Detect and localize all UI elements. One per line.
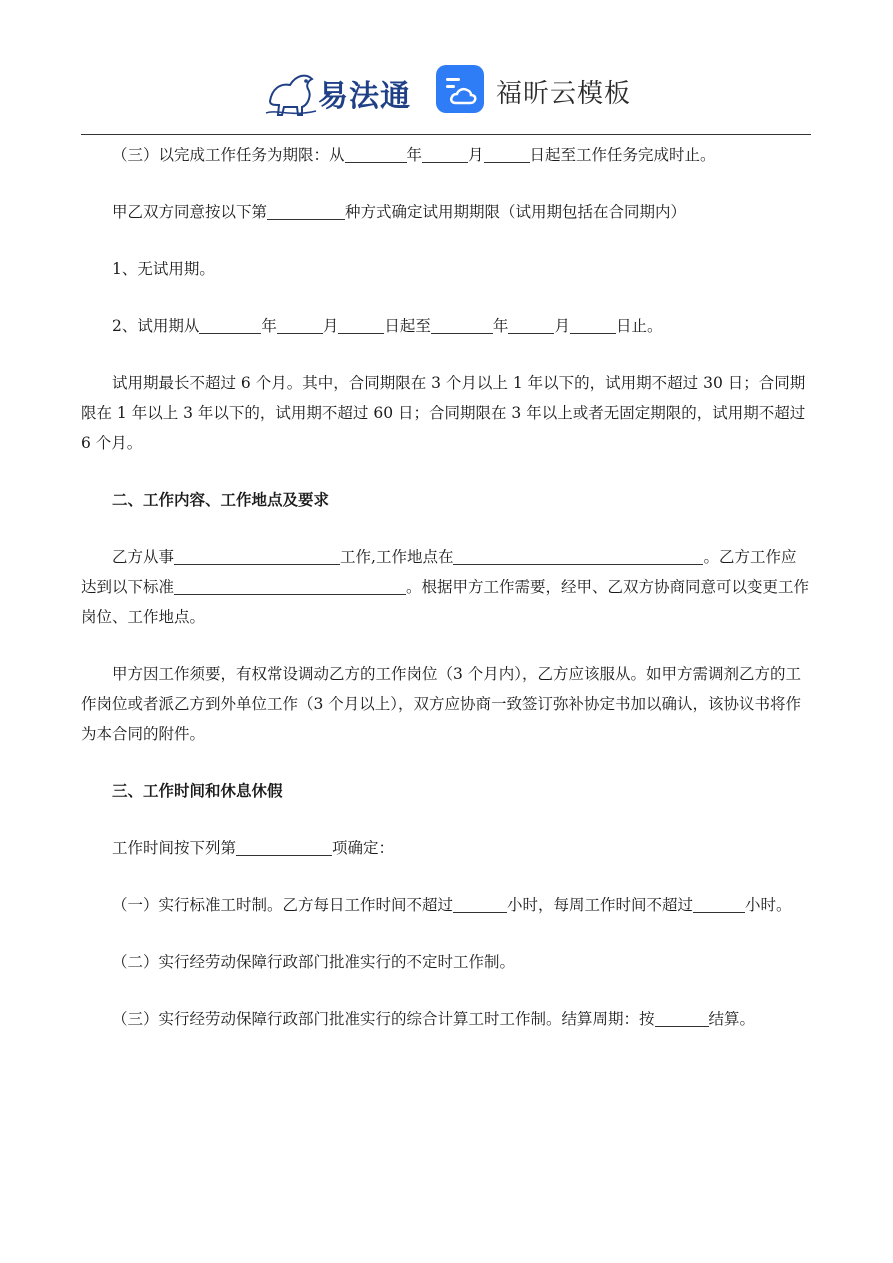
no-probation: 1、无试用期。 xyxy=(112,260,215,278)
year-blank[interactable] xyxy=(199,315,261,334)
text: 日起至 xyxy=(384,317,431,335)
month-blank[interactable] xyxy=(508,315,554,334)
text: 2、试用期从 xyxy=(112,317,200,335)
text: 日止。 xyxy=(615,317,663,335)
text: （三）以完成工作任务为期限：从 xyxy=(112,146,345,164)
location-blank[interactable] xyxy=(453,546,703,565)
day-blank[interactable] xyxy=(484,144,530,163)
work-hours-option xyxy=(81,833,811,863)
probation-period xyxy=(81,311,811,341)
year-blank[interactable] xyxy=(431,315,493,334)
text: （一）实行标准工时制。乙方每日工作时间不超过 xyxy=(112,896,454,914)
fuxin-cloud-icon xyxy=(436,65,484,113)
month-blank[interactable] xyxy=(277,315,323,334)
text: 结算。 xyxy=(708,1010,756,1028)
probation-method xyxy=(81,197,811,227)
job-transfer: 甲方因工作须要，有权常设调动乙方的工作岗位（3 个月内），乙方应该服从。如甲方需调剂乙方的工作岗位或者派乙方到外单位工作（3 个月以上），双方应协商一致签订弥补协定书加以确认，该协议书将作为本合同的附件。 xyxy=(81,665,802,743)
text: 小时，每周工作时间不超过 xyxy=(507,896,694,914)
document-body xyxy=(81,140,811,1034)
header-divider xyxy=(81,134,811,135)
page-header xyxy=(0,55,893,125)
text: 。根据甲方工作需要，经甲、乙双方协商同意可以变更工作岗位、工作地点。 xyxy=(81,578,810,626)
standard-hours xyxy=(81,890,811,920)
month-blank[interactable] xyxy=(422,144,468,163)
section-heading-work-hours: 三、工作时间和休息休假 xyxy=(112,781,283,800)
probation-limits: 试用期最长不超过 6 个月。其中，合同期限在 3 个月以上 1 年以下的，试用期不超过 30 日；合同期限在 1 年以上 3 年以下的，试用期不超过 60 日；合同期限在 3 年以上或者无固定期限的，试用期不超过 6 个月。 xyxy=(81,374,806,452)
term-option-3 xyxy=(81,140,811,170)
comprehensive-hours xyxy=(81,1004,811,1034)
yifatong-logo-text: 易法通 xyxy=(318,79,411,114)
text: 种方式确定试用期期限（试用期包括在合同期内） xyxy=(345,203,687,221)
day-blank[interactable] xyxy=(570,315,616,334)
text: 。乙方工作应达到以下标准 xyxy=(81,548,797,596)
fuxin-logo-text: 福昕云模板 xyxy=(496,79,632,109)
work-content xyxy=(81,542,811,632)
weekly-hours-blank[interactable] xyxy=(693,894,745,913)
text: 年 xyxy=(261,317,277,335)
text: 月 xyxy=(468,146,484,164)
text: 年 xyxy=(406,146,423,164)
text: 月 xyxy=(554,317,570,335)
text: 工作,工作地点在 xyxy=(340,548,454,566)
text: 乙方从事 xyxy=(112,548,175,566)
day-blank[interactable] xyxy=(338,315,384,334)
daily-hours-blank[interactable] xyxy=(453,894,507,913)
section-heading-work-content: 二、工作内容、工作地点及要求 xyxy=(112,490,330,509)
year-blank[interactable] xyxy=(345,144,407,163)
text: 项确定： xyxy=(332,839,395,857)
option-blank[interactable] xyxy=(236,837,332,856)
text: 工作时间按下列第 xyxy=(112,839,237,857)
fuxin-logo xyxy=(436,65,636,117)
text: 年 xyxy=(492,317,509,335)
text: （三）实行经劳动保障行政部门批准实行的综合计算工时工作制。结算周期：按 xyxy=(112,1010,655,1028)
standard-blank[interactable] xyxy=(174,576,406,595)
method-blank[interactable] xyxy=(267,201,345,220)
text: 月 xyxy=(322,317,339,335)
text: 日起至工作任务完成时止。 xyxy=(529,146,716,164)
yifatong-logo xyxy=(262,61,412,121)
text: 小时。 xyxy=(745,896,792,914)
period-blank[interactable] xyxy=(655,1008,709,1027)
qilin-icon xyxy=(262,61,322,121)
flexible-hours: （二）实行经劳动保障行政部门批准实行的不定时工作制。 xyxy=(112,953,516,971)
job-blank[interactable] xyxy=(174,546,340,565)
text: 甲乙双方同意按以下第 xyxy=(112,203,268,221)
